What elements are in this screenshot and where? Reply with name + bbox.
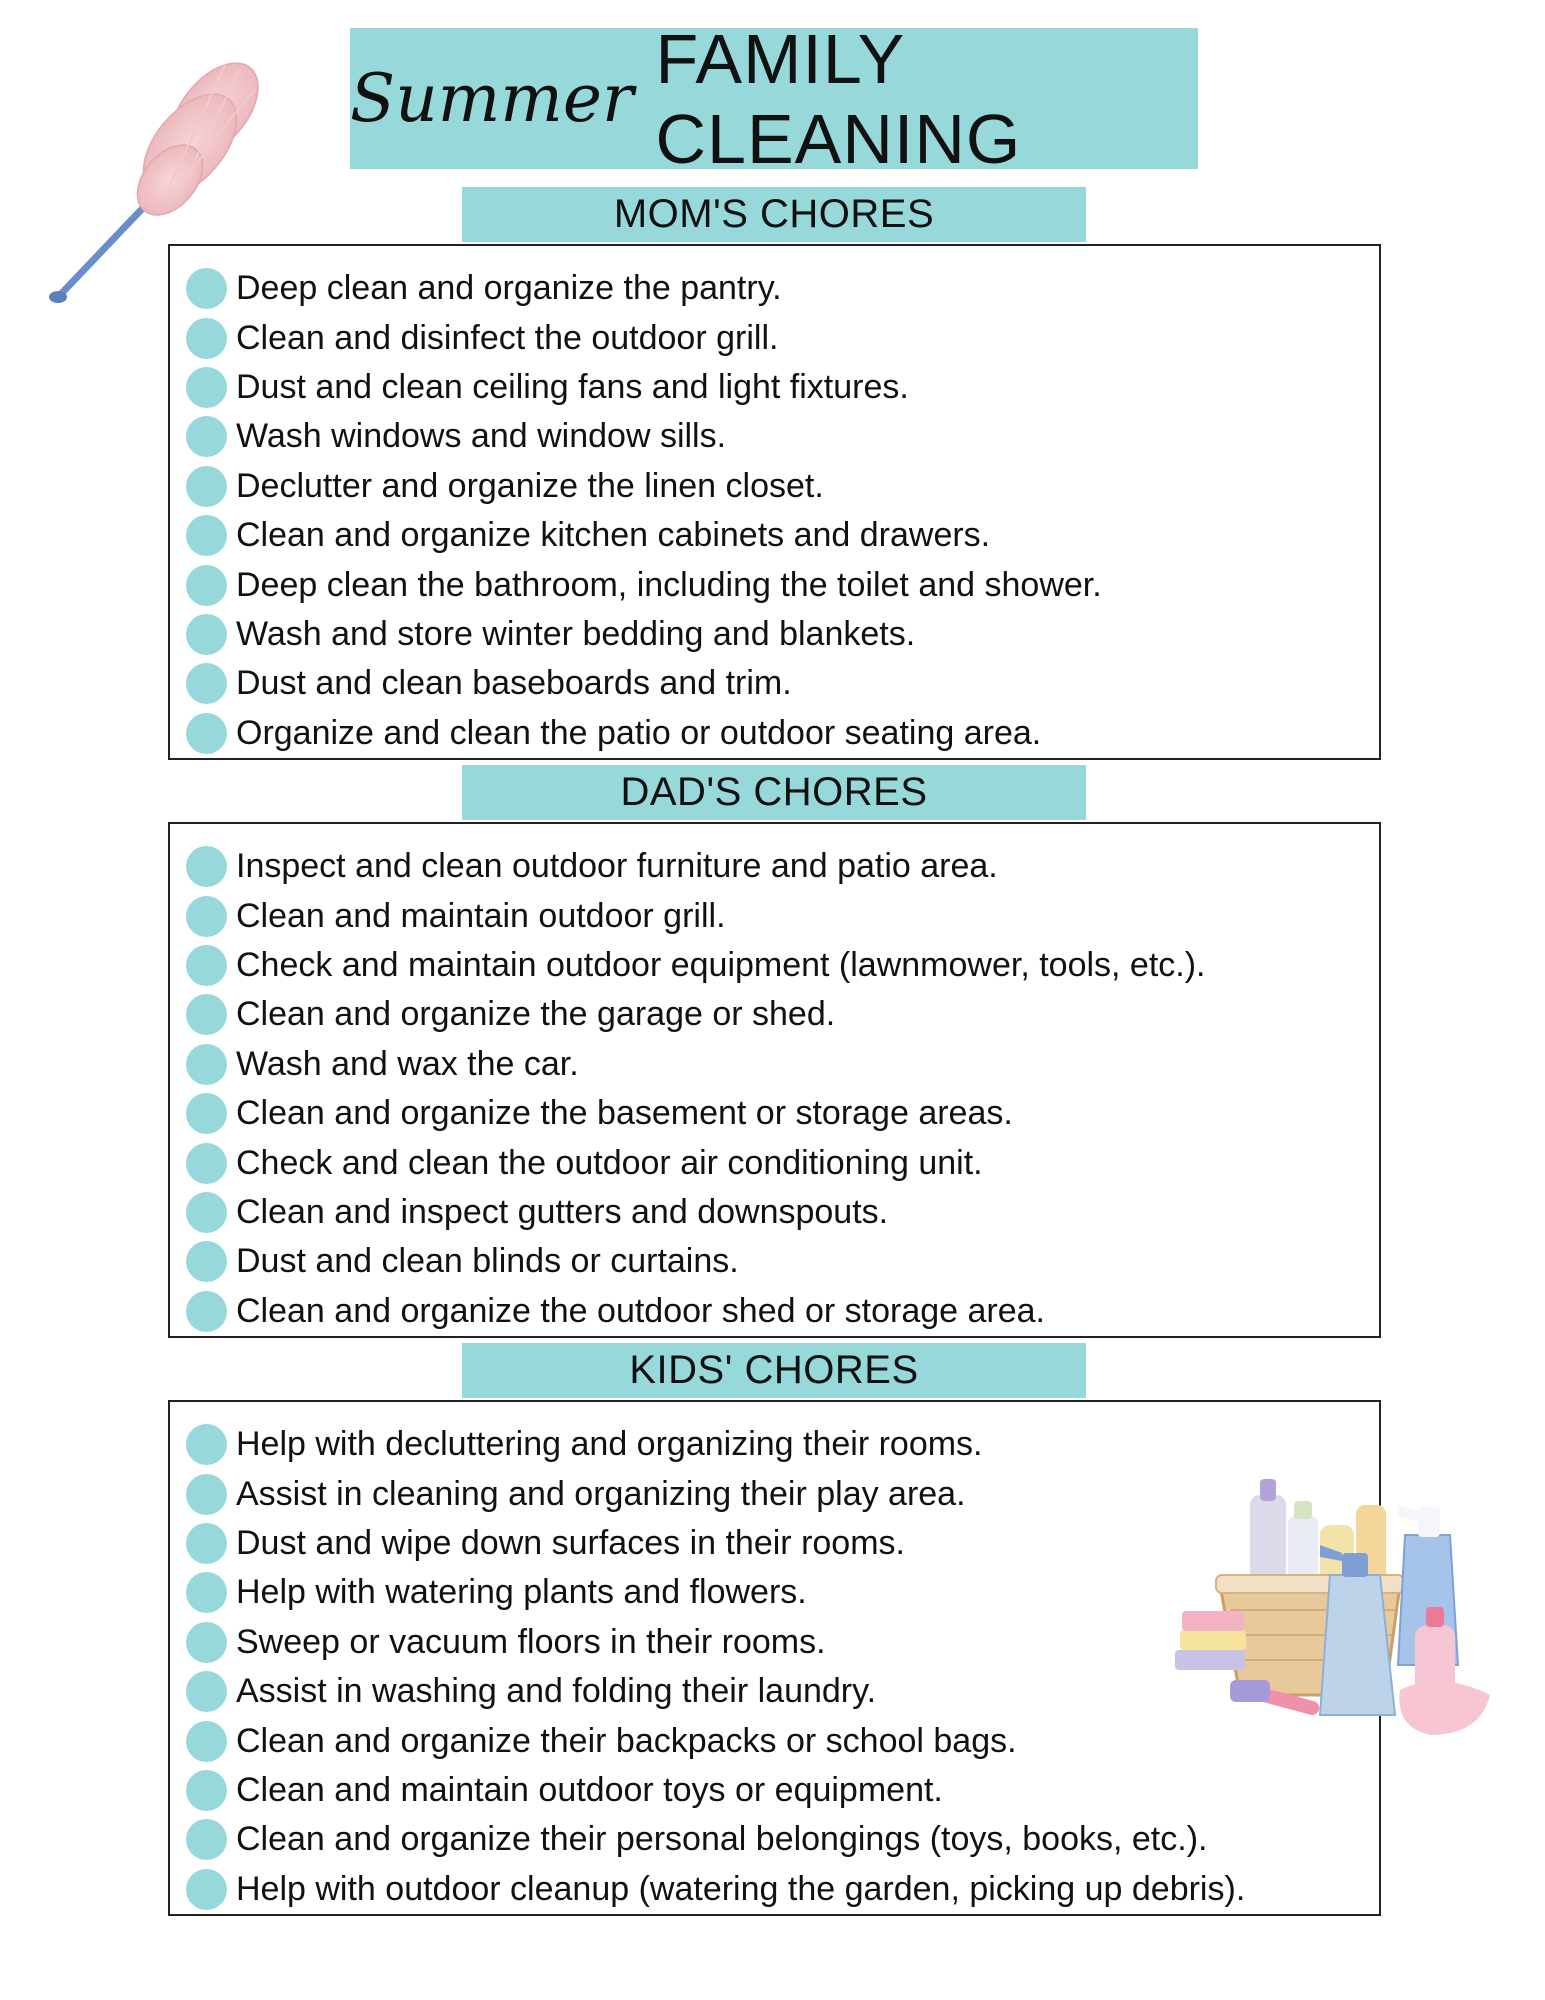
- chore-item: [186, 560, 1379, 609]
- chore-text: Help with watering plants and flowers.: [236, 1573, 807, 1612]
- bullet-icon: [186, 713, 227, 754]
- chore-text: Help with decluttering and organizing their rooms.: [236, 1425, 983, 1464]
- bullet-icon: [186, 614, 227, 655]
- chore-text: Clean and maintain outdoor grill.: [236, 896, 726, 935]
- chore-text: Sweep or vacuum floors in their rooms.: [236, 1622, 826, 1661]
- chore-text: Dust and clean ceiling fans and light fixtures.: [236, 367, 909, 406]
- cleaning-supplies-icon: [1170, 1465, 1500, 1765]
- bullet-icon: [186, 565, 227, 606]
- chore-text: Check and maintain outdoor equipment (lawnmower, tools, etc.).: [236, 945, 1206, 984]
- bullet-icon: [186, 1770, 227, 1811]
- bullet-icon: [186, 1671, 227, 1712]
- bullet-icon: [186, 1291, 227, 1332]
- chore-item: [186, 1040, 1379, 1089]
- chore-text: Help with outdoor cleanup (watering the garden, picking up debris).: [236, 1869, 1246, 1908]
- chore-text: Clean and organize the outdoor shed or storage area.: [236, 1291, 1045, 1330]
- bullet-icon: [186, 318, 227, 359]
- chore-text: Wash windows and window sills.: [236, 417, 727, 456]
- chore-text: Wash and store winter bedding and blankets.: [236, 614, 916, 653]
- chore-text: Deep clean and organize the pantry.: [236, 269, 782, 308]
- chore-item: [186, 610, 1379, 659]
- chore-text: Wash and wax the car.: [236, 1044, 579, 1083]
- bullet-icon: [186, 1819, 227, 1860]
- bullet-icon: [186, 1044, 227, 1085]
- chore-text: Assist in washing and folding their laundry.: [236, 1672, 877, 1711]
- chore-item: [186, 264, 1379, 313]
- chore-text: Clean and disinfect the outdoor grill.: [236, 318, 779, 357]
- moms-chores-list: [170, 246, 1379, 758]
- chore-text: Clean and inspect gutters and downspouts.: [236, 1192, 889, 1231]
- bullet-icon: [186, 1143, 227, 1184]
- chore-text: Clean and organize the garage or shed.: [236, 995, 836, 1034]
- bullet-icon: [186, 1241, 227, 1282]
- chore-text: Organize and clean the patio or outdoor seating area.: [236, 713, 1042, 752]
- bullet-icon: [186, 1869, 227, 1910]
- bullet-icon: [186, 416, 227, 457]
- chore-item: [186, 842, 1379, 891]
- chore-item: [186, 659, 1379, 708]
- bullet-icon: [186, 1424, 227, 1465]
- chore-text: Check and clean the outdoor air conditioning unit.: [236, 1143, 983, 1182]
- bullet-icon: [186, 367, 227, 408]
- chore-item: [186, 313, 1379, 362]
- chore-item: [186, 990, 1379, 1039]
- chore-item: [186, 1188, 1379, 1237]
- kids-chores-heading: KIDS' CHORES: [462, 1343, 1086, 1398]
- dads-chores-list: [170, 824, 1379, 1336]
- chore-text: Dust and clean baseboards and trim.: [236, 664, 792, 703]
- chore-item: [186, 891, 1379, 940]
- bullet-icon: [186, 515, 227, 556]
- bullet-icon: [186, 466, 227, 507]
- bullet-icon: [186, 994, 227, 1035]
- dads-chores-heading: DAD'S CHORES: [462, 765, 1086, 820]
- bullet-icon: [186, 1572, 227, 1613]
- chore-item: [186, 1865, 1379, 1914]
- chore-item: [186, 363, 1379, 412]
- bullet-icon: [186, 945, 227, 986]
- chore-text: Dust and wipe down surfaces in their rooms.: [236, 1523, 905, 1562]
- bullet-icon: [186, 846, 227, 887]
- chore-item: [186, 1138, 1379, 1187]
- bullet-icon: [186, 663, 227, 704]
- chore-item: [186, 1815, 1379, 1864]
- chore-item: [186, 941, 1379, 990]
- title-script: Summer: [350, 60, 634, 137]
- bullet-icon: [186, 1192, 227, 1233]
- bullet-icon: [186, 1474, 227, 1515]
- chore-item: [186, 412, 1379, 461]
- bullet-icon: [186, 268, 227, 309]
- dads-chores-box: [168, 822, 1381, 1338]
- bullet-icon: [186, 1093, 227, 1134]
- chore-text: Clean and organize kitchen cabinets and drawers.: [236, 516, 991, 555]
- chore-text: Declutter and organize the linen closet.: [236, 466, 824, 505]
- bullet-icon: [186, 896, 227, 937]
- chore-item: [186, 709, 1379, 758]
- chore-item: [186, 1766, 1379, 1815]
- bullet-icon: [186, 1721, 227, 1762]
- chore-text: Dust and clean blinds or curtains.: [236, 1242, 739, 1281]
- chore-text: Clean and organize their backpacks or school bags.: [236, 1721, 1017, 1760]
- chore-text: Clean and maintain outdoor toys or equipment.: [236, 1770, 943, 1809]
- chore-item: [186, 1287, 1379, 1336]
- chore-text: Clean and organize their personal belongings (toys, books, etc.).: [236, 1820, 1208, 1859]
- chore-item: [186, 462, 1379, 511]
- chore-text: Assist in cleaning and organizing their play area.: [236, 1474, 966, 1513]
- chore-item: [186, 1420, 1379, 1469]
- chore-text: Clean and organize the basement or storage areas.: [236, 1094, 1013, 1133]
- chore-item: [186, 1237, 1379, 1286]
- chore-item: [186, 1089, 1379, 1138]
- moms-chores-box: [168, 244, 1381, 760]
- bullet-icon: [186, 1523, 227, 1564]
- moms-chores-heading: MOM'S CHORES: [462, 187, 1086, 242]
- chore-text: Deep clean the bathroom, including the toilet and shower.: [236, 565, 1102, 604]
- title-main: FAMILY CLEANING: [655, 19, 1022, 178]
- bullet-icon: [186, 1622, 227, 1663]
- title-banner: [350, 19, 1198, 178]
- chore-item: [186, 511, 1379, 560]
- chore-text: Inspect and clean outdoor furniture and patio area.: [236, 847, 998, 886]
